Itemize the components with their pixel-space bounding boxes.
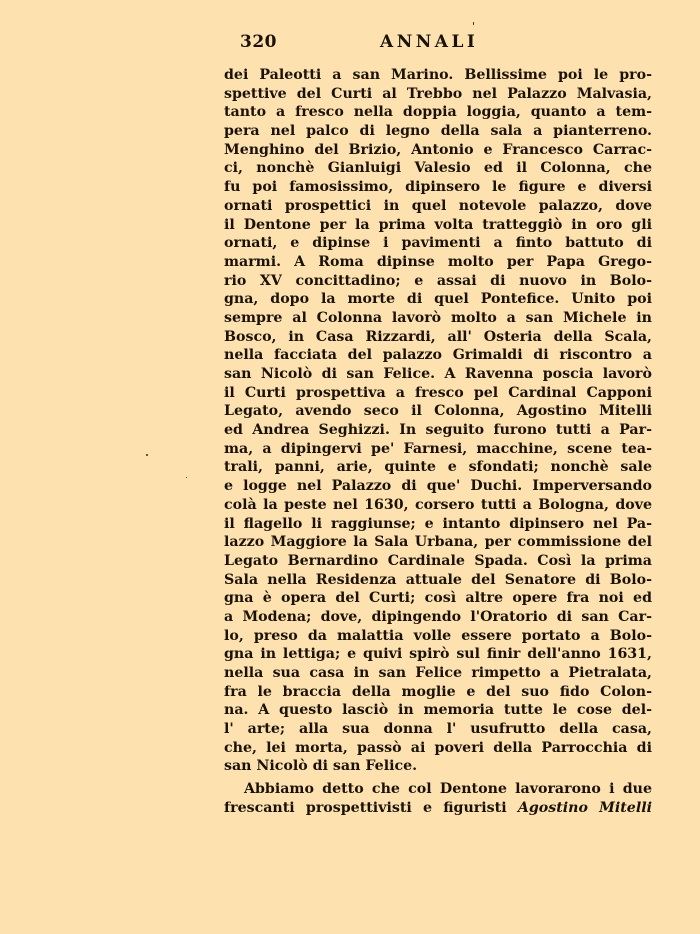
text-line: Menghino del Brizio, Antonio e Francesco Carrac- bbox=[224, 141, 652, 158]
page-header bbox=[240, 32, 660, 56]
text-line: il flagello li raggiunse; e intanto dipinsero nel Pa- bbox=[224, 515, 652, 532]
text-line: l' arte; alla sua donna l' usufrutto della casa, bbox=[224, 721, 652, 738]
text-line: spettive del Curti al Trebbo nel Palazzo Malvasia, bbox=[224, 85, 652, 102]
text-line: tanto a fresco nella doppia loggia, quanto a tem- bbox=[224, 104, 652, 121]
text-line: colà la peste nel 1630, corsero tutti a Bologna, dove bbox=[224, 496, 652, 513]
text-line bbox=[224, 799, 652, 818]
text-line: Legato Bernardino Cardinale Spada. Così la prima bbox=[224, 552, 652, 569]
text-line: dei Paleotti a san Marino. Bellissime poi le pro- bbox=[224, 67, 652, 83]
text-line: e logge nel Palazzo di que' Duchi. Imperversando bbox=[224, 478, 652, 495]
paragraph-2 bbox=[224, 780, 652, 817]
text-line: na. A questo lasciò in memoria tutte le cose del- bbox=[224, 702, 652, 719]
text-line: sempre al Colonna lavorò molto a san Michele in bbox=[224, 309, 652, 326]
ink-speck bbox=[186, 477, 187, 478]
paragraph-1 bbox=[224, 66, 652, 776]
text-line: gna, dopo la morte di quel Pontefice. Unito poi bbox=[224, 291, 652, 308]
text-line: ornati prospettici in quel notevole palazzo, dove bbox=[224, 197, 652, 214]
text-line: il Curti prospettiva a fresco pel Cardinal Capponi bbox=[224, 384, 652, 401]
text-line: nella facciata del palazzo Grimaldi di riscontro a bbox=[224, 347, 652, 364]
text-line: ed Andrea Seghizzi. In seguito furono tutti a Par- bbox=[224, 422, 652, 439]
ink-speck bbox=[146, 454, 148, 456]
text-line: fu poi famosissimo, dipinsero le figure e diversi bbox=[224, 179, 652, 196]
italic-name: Agostino Mitelli bbox=[517, 799, 652, 816]
text-line: ci, nonchè Gianluigi Valesio ed il Colonna, che bbox=[224, 160, 652, 177]
text-line: lazzo Maggiore la Sala Urbana, per commissione del bbox=[224, 534, 652, 551]
running-title: ANNALI bbox=[380, 32, 479, 52]
text-line: Bosco, in Casa Rizzardi, all' Osteria della Scala, bbox=[224, 328, 652, 345]
text-line: san Nicolò di san Felice. A Ravenna poscia lavorò bbox=[224, 366, 652, 382]
text-line: Sala nella Residenza attuale del Senatore di Bolo- bbox=[224, 571, 652, 588]
text-line: gna in lettiga; e quivi spirò sul finir dell'anno 1631, bbox=[224, 646, 652, 663]
text-line: il Dentone per la prima volta tratteggiò in oro gli bbox=[224, 216, 652, 233]
text-line: Legato, avendo seco il Colonna, Agostino Mitelli bbox=[224, 403, 652, 420]
text-line: fra le braccia della moglie e del suo fido Colon- bbox=[224, 683, 652, 700]
text-line: Abbiamo detto che col Dentone lavorarono i due bbox=[244, 781, 652, 798]
page-number: 320 bbox=[240, 32, 277, 52]
text-line: lo, preso da malattia volle essere portato a Bolo- bbox=[224, 627, 652, 644]
body-text bbox=[224, 66, 652, 818]
text-line: nella sua casa in san Felice rimpetto a Pietralata, bbox=[224, 665, 652, 681]
text-line: a Modena; dove, dipingendo l'Oratorio di san Car- bbox=[224, 608, 652, 625]
text-line: trali, panni, arie, quinte e sfondati; nonchè sale bbox=[224, 459, 652, 476]
text-span: frescanti prospettivisti e figuristi bbox=[224, 799, 518, 816]
text-line: marmi. A Roma dipinse molto per Papa Grego- bbox=[224, 253, 652, 270]
text-line: che, lei morta, passò ai poveri della Parrocchia di bbox=[224, 739, 652, 756]
text-line: san Nicolò di san Felice. bbox=[224, 758, 418, 775]
text-line: pera nel palco di legno della sala a pianterreno. bbox=[224, 123, 652, 140]
text-line: rio XV concittadino; e assai di nuovo in Bolo- bbox=[224, 272, 652, 289]
text-line: ornati, e dipinse i pavimenti a finto battuto di bbox=[224, 235, 652, 252]
ink-speck bbox=[473, 22, 474, 25]
text-line: ma, a dipingervi pe' Farnesi, macchine, scene tea- bbox=[224, 440, 652, 457]
text-line: gna è opera del Curti; così altre opere fra noi ed bbox=[224, 590, 652, 607]
